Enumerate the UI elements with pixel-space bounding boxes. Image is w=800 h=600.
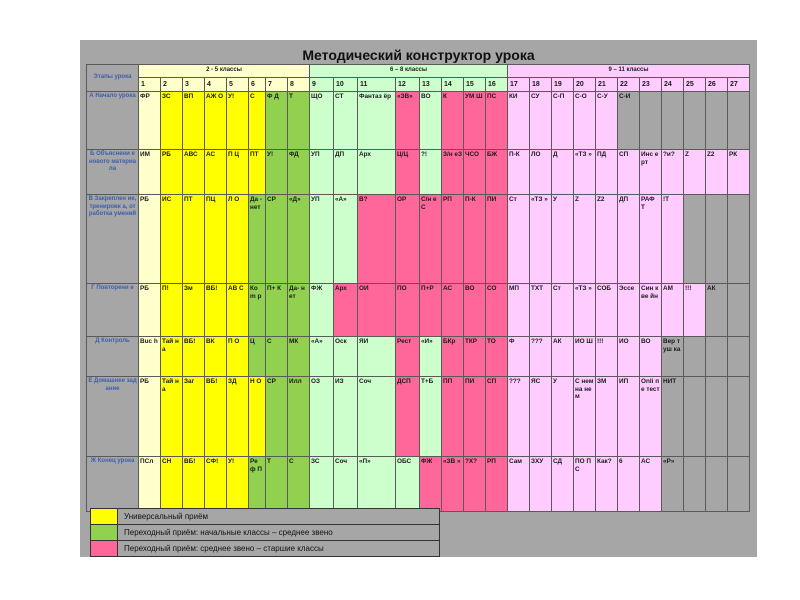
technique-cell: П О xyxy=(227,337,249,377)
stage-column-header: Этапы урока xyxy=(87,65,139,92)
column-number: 10 xyxy=(334,78,358,92)
column-number: 6 xyxy=(249,78,266,92)
technique-cell: П Ц xyxy=(227,150,249,195)
technique-cell xyxy=(662,92,684,150)
technique-cell: Сам xyxy=(508,457,530,512)
technique-cell xyxy=(684,377,706,457)
technique-cell: Т+Б xyxy=(420,377,442,457)
technique-cell: Фантаз ёр xyxy=(358,92,396,150)
technique-cell: Ко m р xyxy=(249,284,266,337)
technique-cell: Т xyxy=(288,92,310,150)
technique-cell: П-К xyxy=(508,150,530,195)
number-header-row xyxy=(87,78,750,92)
technique-cell: ЗД xyxy=(227,377,249,457)
technique-cell: Арх xyxy=(358,150,396,195)
technique-cell xyxy=(684,457,706,512)
technique-cell: Вер туш ка xyxy=(662,337,684,377)
technique-cell: !!! xyxy=(596,337,618,377)
technique-cell: ИС xyxy=(161,195,183,284)
technique-cell: ДП xyxy=(334,150,358,195)
technique-cell: Z2 xyxy=(596,195,618,284)
stage-label: Г Повторени е xyxy=(87,284,139,337)
legend-item-primary-middle xyxy=(90,524,440,541)
technique-cell: БКр xyxy=(442,337,464,377)
technique-cell: У! xyxy=(266,150,288,195)
technique-cell: !!! xyxy=(684,284,706,337)
technique-cell: ПТ xyxy=(183,195,205,284)
column-number: 4 xyxy=(205,78,227,92)
stage-label: Е Домашнее задание xyxy=(87,377,139,457)
technique-cell: ИО Ш xyxy=(574,337,596,377)
column-number: 27 xyxy=(728,78,750,92)
column-number: 19 xyxy=(552,78,574,92)
technique-cell: УП xyxy=(310,150,334,195)
technique-cell: РБ xyxy=(161,150,183,195)
column-number: 23 xyxy=(640,78,662,92)
technique-cell xyxy=(728,92,750,150)
stage-label: Ж Конец урока xyxy=(87,457,139,512)
technique-cell: Z2 xyxy=(706,150,728,195)
technique-cell: ?и? xyxy=(662,150,684,195)
technique-cell xyxy=(728,195,750,284)
technique-cell: АВС xyxy=(183,150,205,195)
technique-cell: ВП xyxy=(183,92,205,150)
technique-cell: ФЖ xyxy=(420,457,442,512)
legend-swatch-yellow xyxy=(91,509,118,524)
column-number: 1 xyxy=(139,78,161,92)
technique-cell: БЖ xyxy=(486,150,508,195)
technique-cell: У! xyxy=(227,457,249,512)
technique-cell: ЗМ xyxy=(596,377,618,457)
technique-cell: АС xyxy=(205,150,227,195)
technique-cell: Н О xyxy=(249,377,266,457)
technique-cell: «ТЗ » xyxy=(574,150,596,195)
technique-cell: ПД xyxy=(596,150,618,195)
technique-cell: Рест xyxy=(396,337,420,377)
technique-cell: ПТ xyxy=(249,150,266,195)
technique-cell xyxy=(706,457,728,512)
constructor-table xyxy=(86,64,750,512)
technique-cell: Вuc h xyxy=(139,337,161,377)
technique-cell: ПО ПС xyxy=(574,457,596,512)
technique-cell: ТО xyxy=(486,337,508,377)
technique-cell: «П» xyxy=(358,457,396,512)
technique-cell: ПЦ xyxy=(205,195,227,284)
technique-cell: СП xyxy=(486,377,508,457)
legend-swatch-pink xyxy=(91,541,118,556)
page-title: Методический конструктор урока xyxy=(302,47,535,63)
technique-cell: АС xyxy=(640,457,662,512)
technique-cell: АК xyxy=(706,284,728,337)
column-number: 21 xyxy=(596,78,618,92)
technique-cell: Ц/Ц xyxy=(396,150,420,195)
technique-cell: ПО xyxy=(396,284,420,337)
stage-row xyxy=(87,150,750,195)
technique-cell: С-У xyxy=(596,92,618,150)
technique-cell: ВК xyxy=(205,337,227,377)
stage-row xyxy=(87,337,750,377)
technique-cell: Соч xyxy=(358,377,396,457)
technique-cell: «ЗВ » xyxy=(442,457,464,512)
technique-cell: УП xyxy=(310,195,334,284)
technique-cell: ПП xyxy=(442,377,464,457)
column-number: 20 xyxy=(574,78,596,92)
technique-cell: СД xyxy=(552,457,574,512)
technique-cell: Да- нет xyxy=(288,284,310,337)
technique-cell: ОИ xyxy=(358,284,396,337)
technique-cell: Ф xyxy=(508,337,530,377)
technique-cell: АК xyxy=(552,337,574,377)
column-number: 17 xyxy=(508,78,530,92)
technique-cell: АЖ О xyxy=(205,92,227,150)
technique-cell: С/н е С xyxy=(420,195,442,284)
technique-cell: ЗХУ xyxy=(530,457,552,512)
technique-cell: С-П xyxy=(552,92,574,150)
technique-cell: Илл xyxy=(288,377,310,457)
technique-cell: ПИ xyxy=(486,195,508,284)
technique-cell: «ТЗ » xyxy=(530,195,552,284)
technique-cell: ВБ! xyxy=(183,457,205,512)
technique-cell: Оск xyxy=(334,337,358,377)
technique-cell: АМ xyxy=(662,284,684,337)
technique-cell: ЛО xyxy=(530,150,552,195)
technique-cell: С xyxy=(249,92,266,150)
technique-cell xyxy=(706,337,728,377)
column-number: 7 xyxy=(266,78,288,92)
technique-cell: Инс ерт xyxy=(640,150,662,195)
technique-cell: «Д» xyxy=(288,195,310,284)
technique-cell: П! xyxy=(161,284,183,337)
column-number: 24 xyxy=(662,78,684,92)
technique-cell: 6 xyxy=(618,457,640,512)
technique-cell xyxy=(728,457,750,512)
technique-cell: Эссе xyxy=(618,284,640,337)
technique-cell: РП xyxy=(486,457,508,512)
column-number: 15 xyxy=(464,78,486,92)
technique-cell: ФД xyxy=(288,150,310,195)
column-number: 16 xyxy=(486,78,508,92)
stage-label: Д Контроль xyxy=(87,337,139,377)
technique-cell: МК xyxy=(288,337,310,377)
technique-cell: СУ xyxy=(530,92,552,150)
technique-cell: Тай на xyxy=(161,377,183,457)
technique-cell: ВБ! xyxy=(205,377,227,457)
technique-cell: ??? xyxy=(530,337,552,377)
stage-label: В Закреплен ие, тренировк а, отработка умений xyxy=(87,195,139,284)
stage-label: Б Объяснени е нового материала xyxy=(87,150,139,195)
technique-cell: Onli пе тест xyxy=(640,377,662,457)
technique-cell: ЧСО xyxy=(464,150,486,195)
technique-cell: !Т xyxy=(662,195,684,284)
technique-cell: Ре ф П xyxy=(249,457,266,512)
technique-cell: РБ xyxy=(139,195,161,284)
technique-cell: ВО xyxy=(420,92,442,150)
technique-cell: ОБС xyxy=(396,457,420,512)
technique-cell: МП xyxy=(508,284,530,337)
technique-cell: Как? xyxy=(596,457,618,512)
technique-cell: ЯИ xyxy=(358,337,396,377)
column-number: 11 xyxy=(358,78,396,92)
technique-cell: ИП xyxy=(618,377,640,457)
technique-cell: ТКР xyxy=(464,337,486,377)
technique-cell xyxy=(684,92,706,150)
technique-cell: Заг xyxy=(183,377,205,457)
band-header-row xyxy=(87,65,750,78)
technique-cell: ЗС xyxy=(310,457,334,512)
technique-cell xyxy=(706,377,728,457)
column-number: 3 xyxy=(183,78,205,92)
grade-band-header: 2 - 5 классы xyxy=(139,65,310,78)
stage-row xyxy=(87,377,750,457)
technique-cell: ??? xyxy=(508,377,530,457)
technique-cell: Ц xyxy=(249,337,266,377)
column-number: 2 xyxy=(161,78,183,92)
column-number: 26 xyxy=(706,78,728,92)
stage-row xyxy=(87,457,750,512)
technique-cell xyxy=(640,92,662,150)
stage-row xyxy=(87,92,750,150)
technique-cell: ОР xyxy=(396,195,420,284)
technique-cell: СР xyxy=(266,195,288,284)
technique-cell: ДСП xyxy=(396,377,420,457)
technique-cell: Л О xyxy=(227,195,249,284)
technique-cell: АВ С xyxy=(227,284,249,337)
stage-row xyxy=(87,284,750,337)
column-number: 5 xyxy=(227,78,249,92)
technique-cell: АС xyxy=(442,284,464,337)
technique-cell: ПСл xyxy=(139,457,161,512)
technique-cell: ДП xyxy=(618,195,640,284)
technique-cell: РБ xyxy=(139,377,161,457)
technique-cell: У! xyxy=(227,92,249,150)
technique-cell xyxy=(728,377,750,457)
technique-cell: ИО xyxy=(618,337,640,377)
column-number: 8 xyxy=(288,78,310,92)
technique-cell: НИТ xyxy=(662,377,684,457)
technique-cell: ФЖ xyxy=(310,284,334,337)
technique-cell: К xyxy=(442,92,464,150)
technique-cell: ВО xyxy=(640,337,662,377)
technique-cell: ?Х? xyxy=(464,457,486,512)
technique-cell: Да - нет xyxy=(249,195,266,284)
technique-cell: СП xyxy=(618,150,640,195)
technique-cell: ИМ xyxy=(139,150,161,195)
technique-cell: «И» xyxy=(420,337,442,377)
technique-cell xyxy=(684,195,706,284)
technique-cell: СН xyxy=(161,457,183,512)
technique-cell: ?! xyxy=(420,150,442,195)
technique-cell: Z xyxy=(574,195,596,284)
technique-cell: РП xyxy=(442,195,464,284)
column-number: 14 xyxy=(442,78,464,92)
technique-cell: Син кве йн xyxy=(640,284,662,337)
technique-cell: П+ К xyxy=(266,284,288,337)
column-number: 18 xyxy=(530,78,552,92)
technique-cell: Ст xyxy=(508,195,530,284)
technique-cell: С xyxy=(288,457,310,512)
technique-cell: «ТЗ » xyxy=(574,284,596,337)
technique-cell: ПС xyxy=(486,92,508,150)
technique-cell xyxy=(684,337,706,377)
technique-cell: ЯС xyxy=(530,377,552,457)
technique-cell: Ф Д xyxy=(266,92,288,150)
technique-cell: Т xyxy=(266,457,288,512)
stage-row xyxy=(87,195,750,284)
technique-cell: ВБ! xyxy=(183,337,205,377)
legend-item-middle-senior xyxy=(90,540,440,557)
technique-cell: ОЗ xyxy=(310,377,334,457)
technique-cell: В? xyxy=(358,195,396,284)
technique-cell: «А» xyxy=(334,195,358,284)
column-number: 12 xyxy=(396,78,420,92)
technique-cell: КИ xyxy=(508,92,530,150)
technique-cell: С-О xyxy=(574,92,596,150)
legend-swatch-green xyxy=(91,525,118,540)
technique-cell xyxy=(728,337,750,377)
technique-cell: П-К xyxy=(464,195,486,284)
technique-cell: ВО xyxy=(464,284,486,337)
technique-cell: Ст xyxy=(552,284,574,337)
technique-cell: «ЗВ» xyxy=(396,92,420,150)
column-number: 13 xyxy=(420,78,442,92)
technique-cell: Зм xyxy=(183,284,205,337)
technique-cell: Z xyxy=(684,150,706,195)
technique-cell: СР xyxy=(266,377,288,457)
legend-item-universal xyxy=(90,508,440,525)
technique-cell: ФР xyxy=(139,92,161,150)
technique-cell: СТ xyxy=(334,92,358,150)
technique-cell: Д xyxy=(552,150,574,195)
technique-cell: РАФ Т xyxy=(640,195,662,284)
stage-label: А Начало урока xyxy=(87,92,139,150)
technique-cell: «Р» xyxy=(662,457,684,512)
technique-cell: П+Р xyxy=(420,284,442,337)
legend-label: Переходный приём: начальные классы – среднее звено xyxy=(124,528,333,537)
technique-cell: С-И xyxy=(618,92,640,150)
technique-cell: Тай на xyxy=(161,337,183,377)
grade-band-header: 9 – 11 классы xyxy=(508,65,750,78)
technique-cell: Арх xyxy=(334,284,358,337)
technique-cell: ИЗ xyxy=(334,377,358,457)
column-number: 9 xyxy=(310,78,334,92)
technique-cell: У xyxy=(552,195,574,284)
technique-cell: ВБ! xyxy=(205,284,227,337)
technique-cell: РБ xyxy=(139,284,161,337)
technique-cell xyxy=(706,92,728,150)
column-number: 22 xyxy=(618,78,640,92)
technique-cell: СО xyxy=(486,284,508,337)
technique-cell: С нем на нем xyxy=(574,377,596,457)
technique-cell: У xyxy=(552,377,574,457)
technique-cell: Соч xyxy=(334,457,358,512)
technique-cell: ЗС xyxy=(161,92,183,150)
grade-band-header: 6 – 8 классы xyxy=(310,65,508,78)
technique-cell: ПИ xyxy=(464,377,486,457)
technique-cell: ТХТ xyxy=(530,284,552,337)
technique-cell: С xyxy=(266,337,288,377)
legend-label: Переходный приём: среднее звено – старшие классы xyxy=(124,544,324,553)
technique-cell: СФ! xyxy=(205,457,227,512)
technique-cell: УМ Ш xyxy=(464,92,486,150)
technique-cell: РК xyxy=(728,150,750,195)
technique-cell: З/н еЗ xyxy=(442,150,464,195)
technique-cell: «А» xyxy=(310,337,334,377)
column-number: 25 xyxy=(684,78,706,92)
technique-cell xyxy=(728,284,750,337)
legend-label: Универсальный приём xyxy=(124,512,209,521)
technique-cell: ЩО xyxy=(310,92,334,150)
technique-cell xyxy=(706,195,728,284)
technique-cell: СОБ xyxy=(596,284,618,337)
